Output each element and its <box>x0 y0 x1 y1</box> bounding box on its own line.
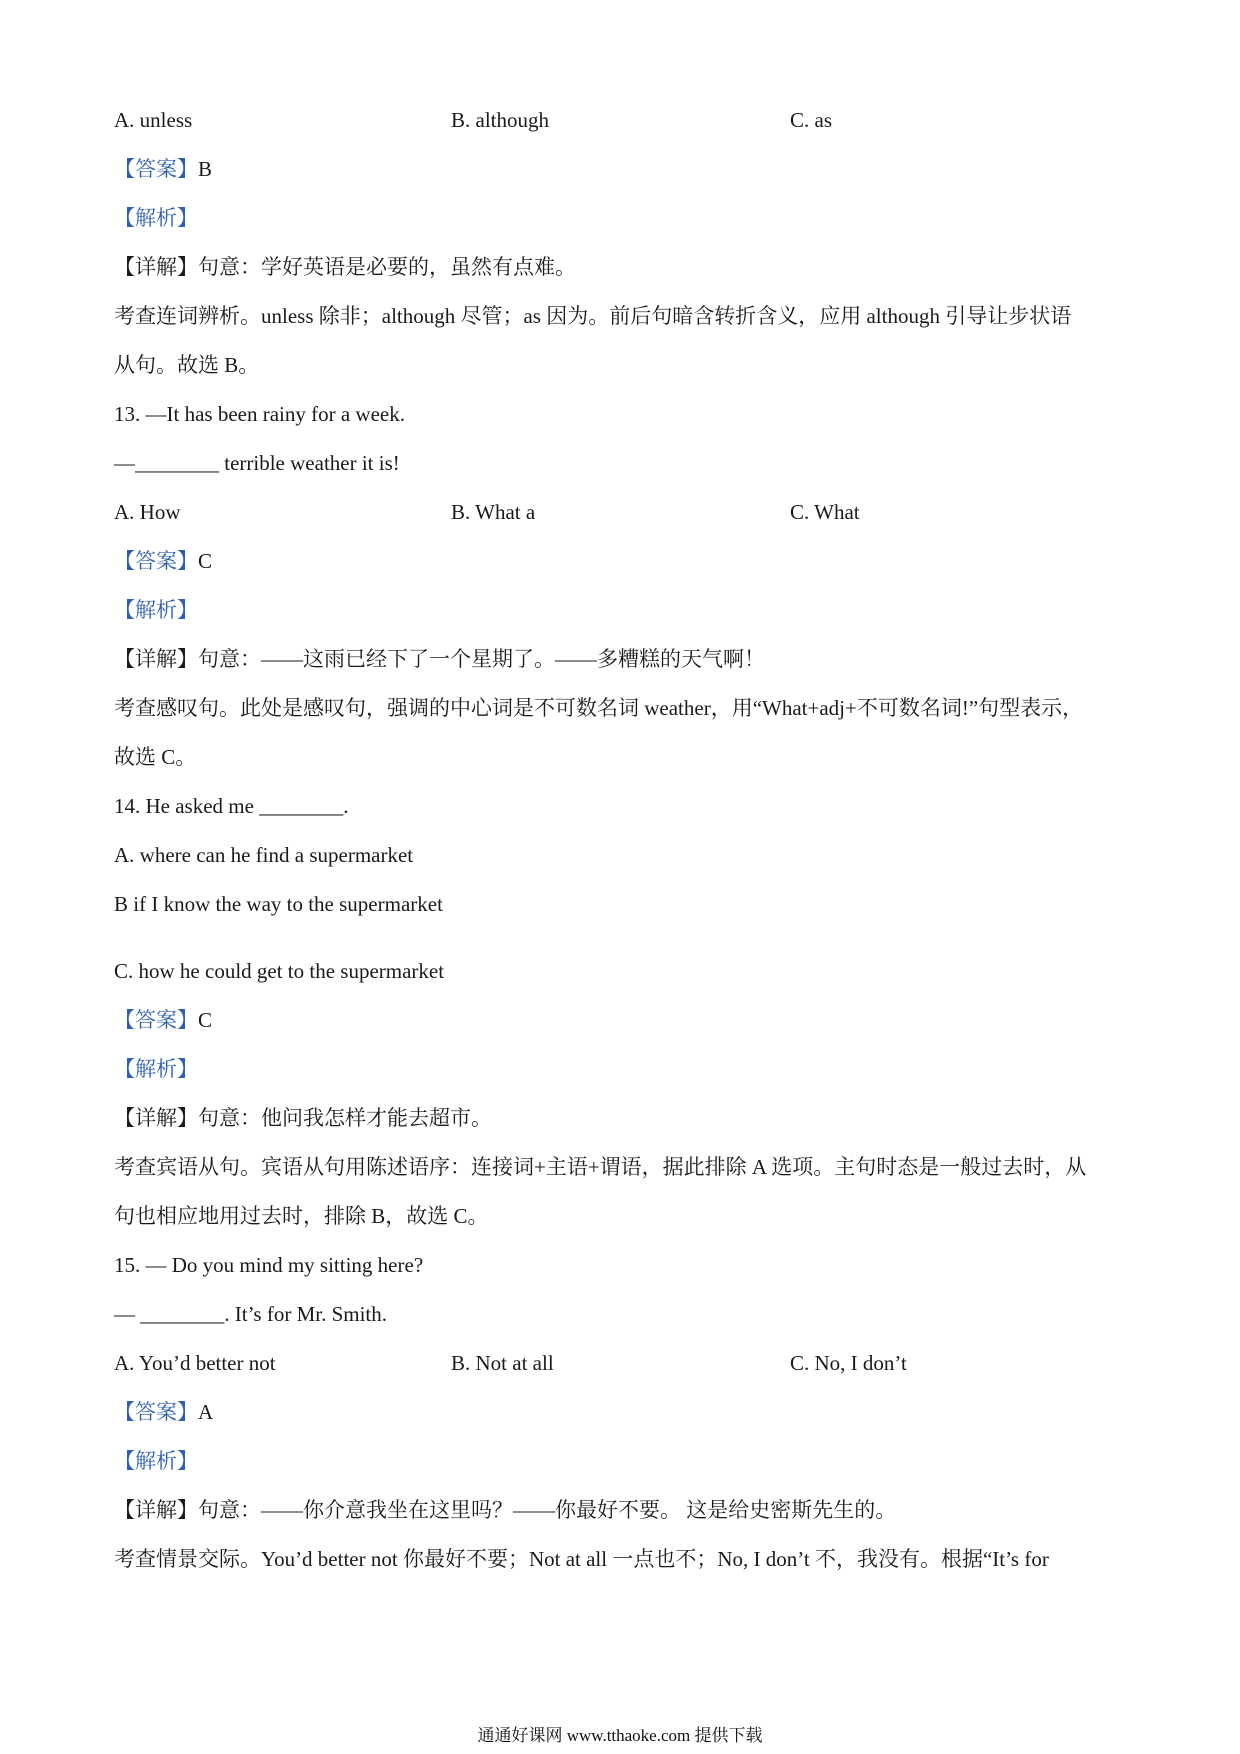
q13-option-b: B. What a <box>451 500 536 524</box>
answer-label: 【答案】 <box>114 549 198 573</box>
q13-explanation-line-1: 考查感叹句。此处是感叹句，强调的中心词是不可数名词 weather，用“What+adj+不可数名词!”句型表示， <box>114 696 1084 720</box>
q13-option-a: A. How <box>114 500 181 524</box>
detail-label: 【详解】 <box>114 1106 198 1130</box>
q14-option-c: C. how he could get to the supermarket <box>114 959 445 983</box>
detail-text: 句意：他问我怎样才能去超市。 <box>198 1106 492 1130</box>
q15-option-b: B. Not at all <box>451 1351 554 1375</box>
q13-explanation-line-2: 故选 C。 <box>114 745 197 769</box>
detail-text: 句意：——你介意我坐在这里吗？——你最好不要。 这是给史密斯先生的。 <box>198 1498 897 1522</box>
detail-label: 【详解】 <box>114 647 198 671</box>
q12-analysis-label: 【解析】 <box>114 206 198 230</box>
answer-value: A <box>198 1400 214 1424</box>
q13-answer <box>114 547 212 575</box>
answer-value: C <box>198 1008 213 1032</box>
q15-explanation-line-1: 考查情景交际。You’d better not 你最好不要；Not at all 一点也不；No, I don’t 不，我没有。根据“It’s for <box>114 1547 1049 1571</box>
q15-detail <box>114 1496 896 1524</box>
q15-stem-2: — ________. It’s for Mr. Smith. <box>114 1302 388 1326</box>
detail-label: 【详解】 <box>114 255 198 279</box>
q12-detail <box>114 253 576 281</box>
q12-option-c: C. as <box>790 108 832 132</box>
q13-analysis-label: 【解析】 <box>114 598 198 622</box>
page-footer: 通通好课网 www.tthaoke.com 提供下载 <box>477 1726 763 1745</box>
q15-answer <box>114 1398 213 1426</box>
q15-stem: 15. — Do you mind my sitting here? <box>114 1253 424 1277</box>
q14-explanation-line-1: 考查宾语从句。宾语从句用陈述语序：连接词+主语+谓语，据此排除 A 选项。主句时态是一般过去时，从 <box>114 1155 1087 1179</box>
q13-stem-2: —________ terrible weather it is! <box>114 451 400 475</box>
detail-text: 句意：学好英语是必要的，虽然有点难。 <box>198 255 576 279</box>
answer-label: 【答案】 <box>114 1400 198 1424</box>
q14-explanation-line-2: 句也相应地用过去时，排除 B，故选 C。 <box>114 1204 489 1228</box>
q14-option-a: A. where can he find a supermarket <box>114 843 414 867</box>
answer-value: B <box>198 157 213 181</box>
answer-label: 【答案】 <box>114 1008 198 1032</box>
q14-detail <box>114 1104 492 1132</box>
q14-analysis-label: 【解析】 <box>114 1057 198 1081</box>
q12-answer <box>114 155 212 183</box>
detail-label: 【详解】 <box>114 1498 198 1522</box>
answer-label: 【答案】 <box>114 157 198 181</box>
q12-option-b: B. although <box>451 108 549 132</box>
q15-analysis-label: 【解析】 <box>114 1449 198 1473</box>
q13-option-c: C. What <box>790 500 860 524</box>
q13-stem: 13. —It has been rainy for a week. <box>114 402 405 426</box>
q15-option-c: C. No, I don’t <box>790 1351 907 1375</box>
q14-stem: 14. He asked me ________. <box>114 794 349 818</box>
q14-answer <box>114 1006 212 1034</box>
q12-explanation-line-2: 从句。故选 B。 <box>114 353 260 377</box>
q12-explanation-line-1: 考查连词辨析。unless 除非；although 尽管；as 因为。前后句暗含转折含义，应用 although 引导让步状语 <box>114 304 1072 328</box>
answer-value: C <box>198 549 213 573</box>
q15-option-a: A. You’d better not <box>114 1351 276 1375</box>
detail-text: 句意：——这雨已经下了一个星期了。——多糟糕的天气啊！ <box>198 647 765 671</box>
q13-detail <box>114 645 765 673</box>
q12-option-a: A. unless <box>114 108 193 132</box>
q14-option-b: B if I know the way to the supermarket <box>114 892 443 916</box>
